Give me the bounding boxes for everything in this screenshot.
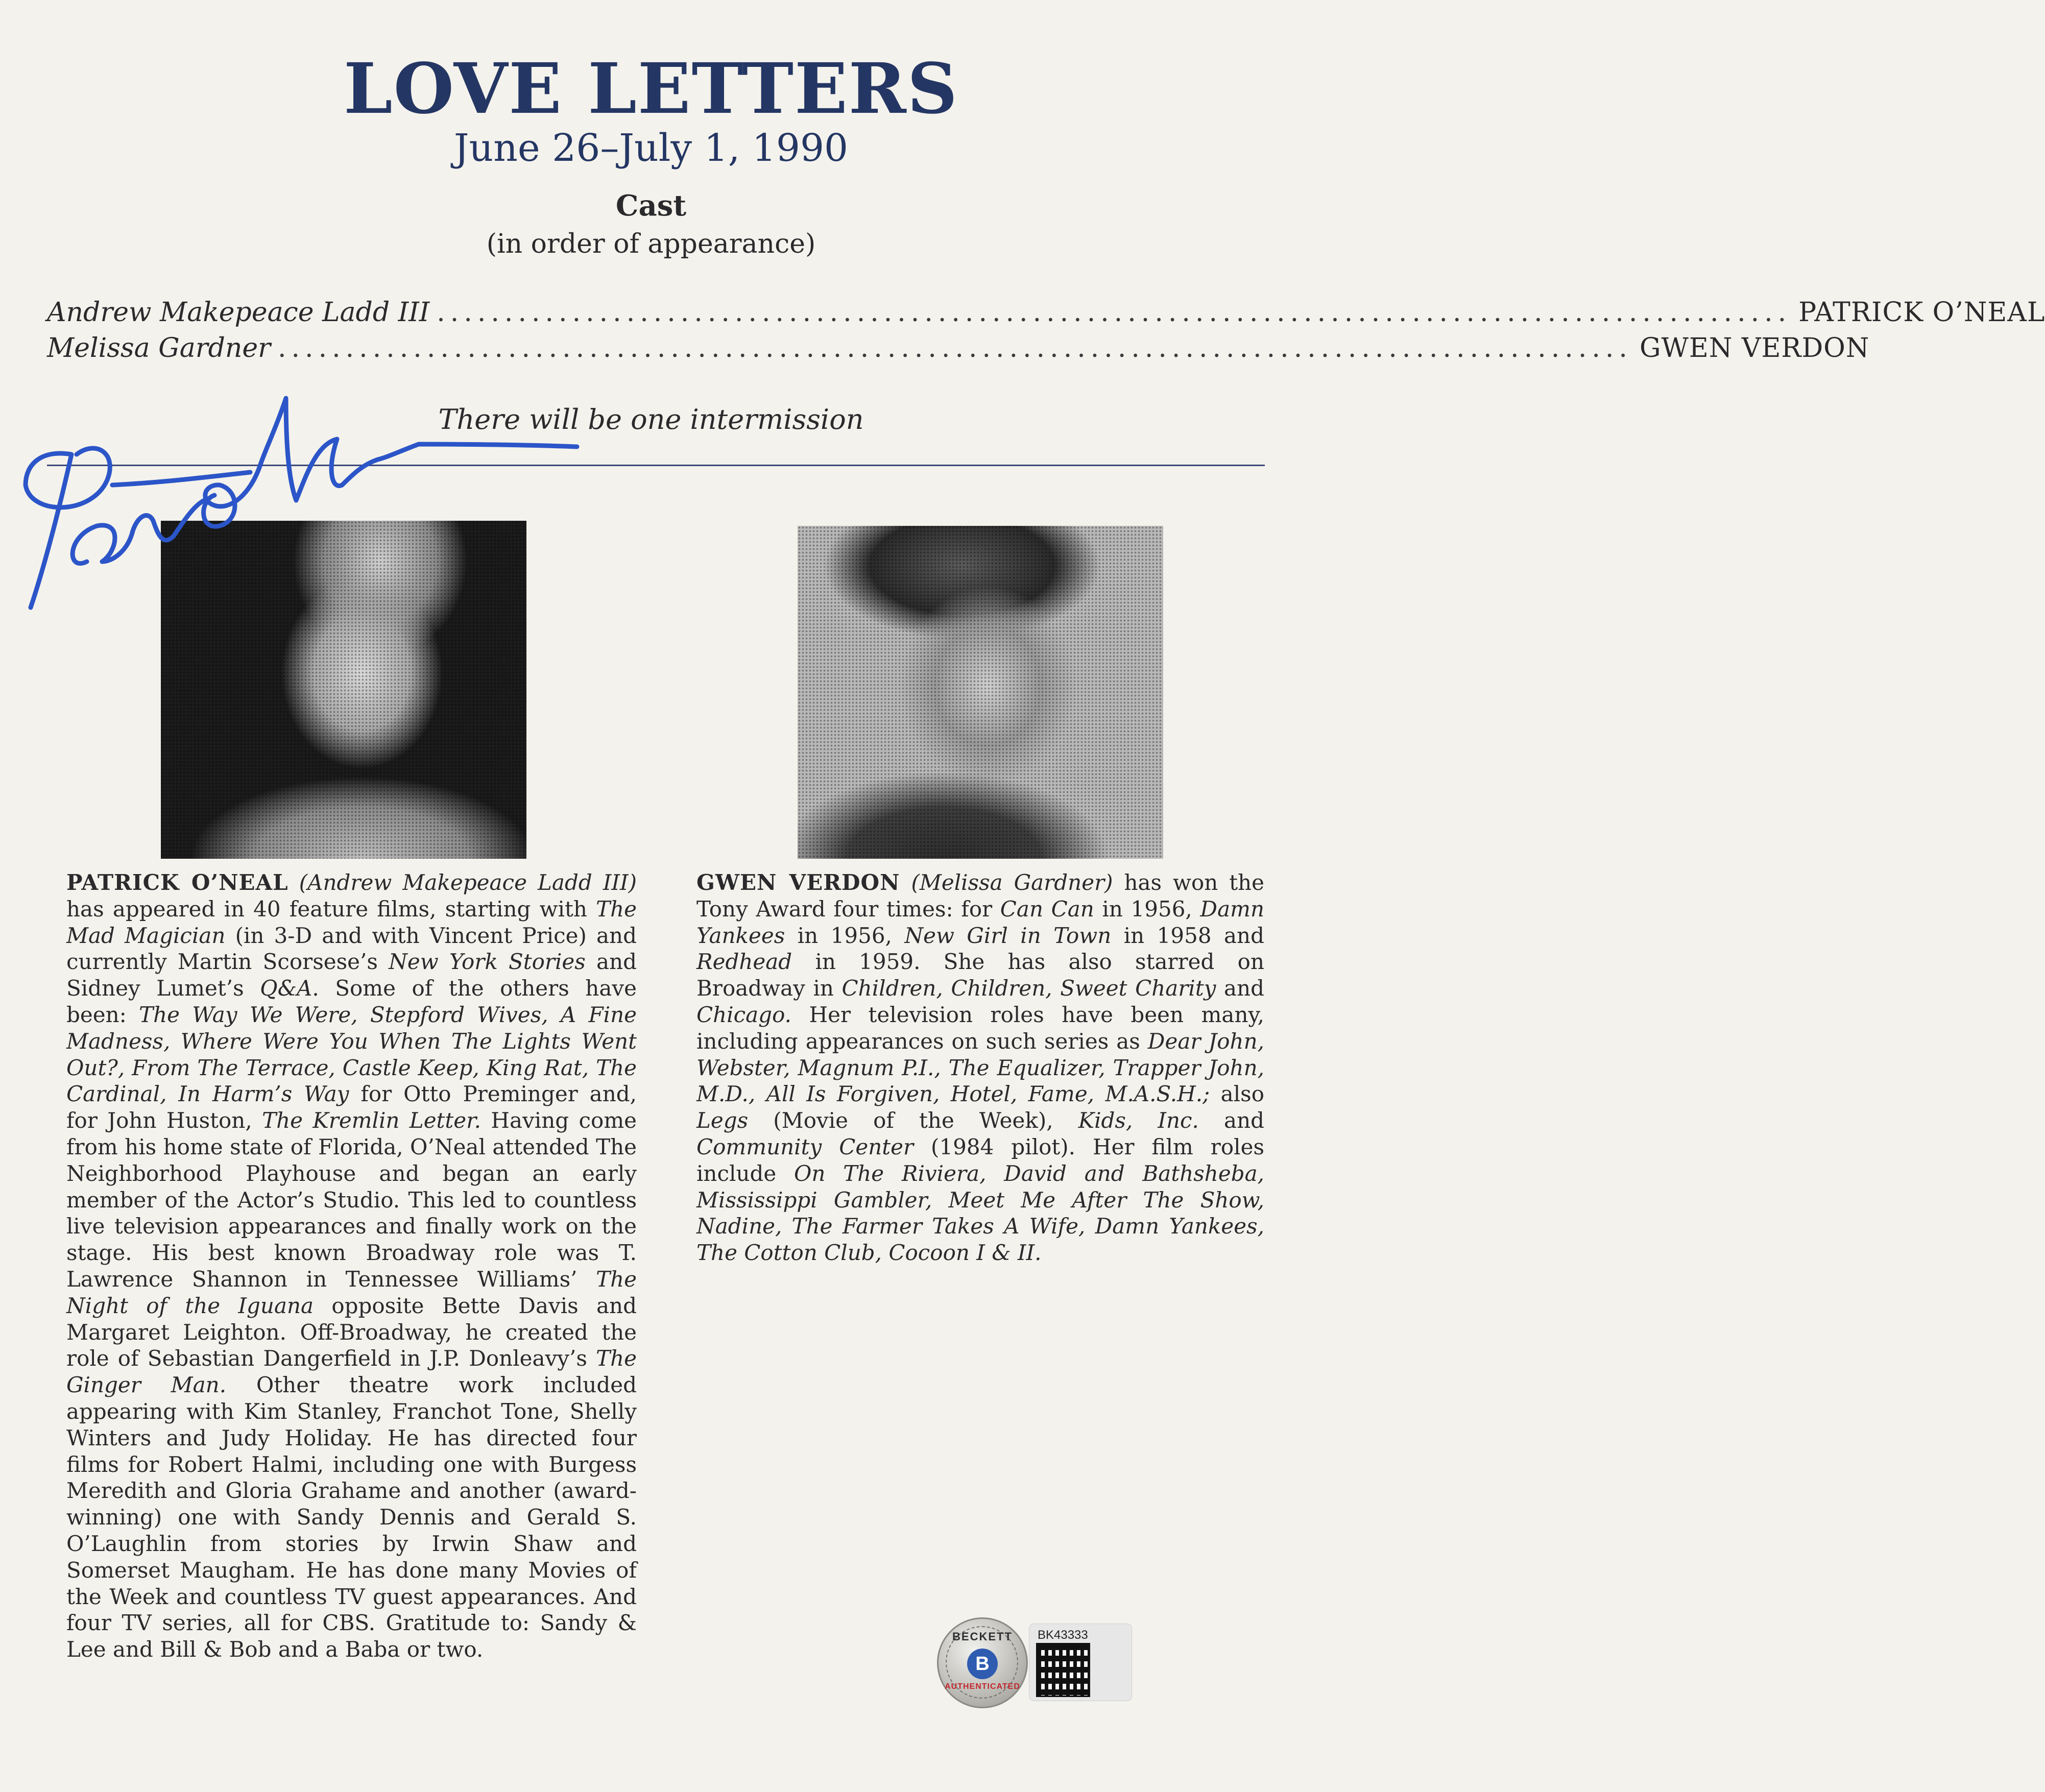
bio-text: has appeared in 40 feature films, starting with [66, 896, 596, 922]
bio-title: The Night of the Iguana [66, 1266, 637, 1318]
bio-title: On The Riviera, David and Bathsheba, Mississippi Gambler, Meet Me After The Show, Nadine, The Farmer Takes A Wife, Damn Yankees, The Cotton Club, Cocoon I & II. [696, 1160, 1264, 1266]
bio-text: and [1216, 976, 1265, 1001]
intermission-note: There will be one intermission [438, 403, 864, 435]
seal-brand: BECKETT [952, 1630, 1013, 1643]
authentication-sticker [937, 1617, 1192, 1707]
bio-role: (Melissa Gardner) [911, 870, 1113, 895]
cast-row [47, 297, 2045, 331]
seal-logo: B [967, 1649, 998, 1679]
bio-text: in 1956, [1094, 896, 1200, 922]
bio-title: Dear John, Webster, Magnum P.I., The Equalizer, Trapper John, M.D., All Is Forgiven, Hotel, Fame, M.A.S.H.; [696, 1028, 1264, 1107]
bio-title: The Mad Magician [66, 896, 637, 948]
bio-text: Having come from his home state of Florida, O’Neal attended The Neighborhood Playhouse and began an early member of the Actor’s Studio. This led to countless live television appearances and finally work on the stage. His best known Broadway role was T. Lawrence Shannon in Tennessee Williams’ [66, 1108, 637, 1292]
cast-subheading: (in order of appearance) [486, 229, 816, 259]
gwen-verdon-photo [798, 526, 1163, 859]
bio-title: Redhead [696, 949, 792, 975]
qr-code-icon [1038, 1644, 1089, 1696]
bio-text: (1984 pilot). Her film roles include [696, 1134, 1264, 1186]
bio-text: for Otto Preminger and, for John Huston, [66, 1081, 637, 1133]
bio-patrick-oneal [66, 869, 637, 1663]
bio-text: and Sidney Lumet’s [66, 949, 637, 1001]
dot-leader: .................................................................................................... [437, 297, 1792, 328]
bio-text: Other theatre work included appearing with Kim Stanley, Franchot Tone, Shelly Winters and Judy Holiday. He has directed four films for Robert Halmi, including one with Burgess Meredith and Gloria Grahame and another (award-winning) one with Sandy Dennis and Gerald S. O’Laughlin from stories by Irwin Shaw and Somerset Maugham. He has done many Movies of the Week and countless TV guest appearances. And four TV series, all for CBS. Gratitude to: Sandy & Lee and Bill & Bob and a Baba or two. [66, 1372, 637, 1662]
bio-title: Legs [696, 1108, 749, 1133]
bio-text: also [1210, 1081, 1264, 1107]
bio-gwen-verdon [696, 869, 1264, 1266]
cast-role: Andrew Makepeace Ladd III [47, 297, 430, 328]
bio-name: GWEN VERDON [696, 870, 900, 895]
bio-title: Chicago. [696, 1002, 791, 1027]
beckett-seal-icon [937, 1617, 1028, 1708]
halftone-texture [798, 526, 1163, 859]
bio-title: New York Stories [389, 949, 586, 975]
bio-title: Can Can [1000, 896, 1094, 922]
cast-role: Melissa Gardner [47, 333, 271, 364]
bio-text: Her television roles have been many, including appearances on such series as [696, 1002, 1264, 1054]
certificate-id: BK43333 [1038, 1628, 1088, 1642]
bio-text: . Some of the others have been: [66, 976, 637, 1027]
bio-title: Q&A [260, 976, 312, 1001]
dot-leader: .................................................................................................... [278, 333, 1632, 364]
bio-title: New Girl in Town [904, 923, 1112, 948]
bio-title: Kids, Inc. [1078, 1108, 1199, 1133]
cast-heading: Cast [615, 189, 687, 223]
cast-actor: PATRICK O’NEAL [1798, 297, 2045, 328]
autograph-signature [10, 368, 582, 623]
bio-text: and [1198, 1108, 1265, 1133]
seal-caption: AUTHENTICATED [945, 1682, 1020, 1691]
bio-role: (Andrew Makepeace Ladd III) [299, 870, 637, 895]
bio-title: The Ginger Man. [66, 1346, 637, 1398]
cast-actor: GWEN VERDON [1639, 333, 1870, 364]
cast-row [47, 333, 1870, 367]
bio-title: Children, Children, Sweet Charity [841, 976, 1216, 1001]
bio-text: has won the Tony Award four times: for [696, 870, 1264, 922]
bio-title: Community Center [696, 1134, 914, 1159]
bio-name: PATRICK O’NEAL [66, 870, 288, 895]
program-title: LOVE LETTERS [344, 48, 958, 130]
bio-title: The Kremlin Letter. [262, 1108, 481, 1133]
performance-dates: June 26–July 1, 1990 [453, 126, 849, 170]
bio-text: in 1956, [785, 923, 905, 948]
bio-title: The Way We Were, Stepford Wives, A Fine Madness, Where Were You When The Lights Went Out?, From The Terrace, Castle Keep, King Rat, The Cardinal, In Harm’s Way [66, 1002, 637, 1107]
bio-text: opposite Bette Davis and Margaret Leighton. Off-Broadway, he created the role of Sebastian Dangerfield in J.P. Donleavy’s [66, 1293, 637, 1371]
bio-text: in 1958 and [1111, 923, 1264, 948]
bio-text: (in 3-D and with Vincent Price) and currently Martin Scorsese’s [66, 923, 637, 975]
certificate-tag [1029, 1624, 1132, 1701]
bio-text: in 1959. She has also starred on Broadway in [696, 949, 1264, 1001]
bio-title: Damn Yankees [696, 896, 1264, 948]
bio-text: (Movie of the Week), [748, 1108, 1078, 1133]
